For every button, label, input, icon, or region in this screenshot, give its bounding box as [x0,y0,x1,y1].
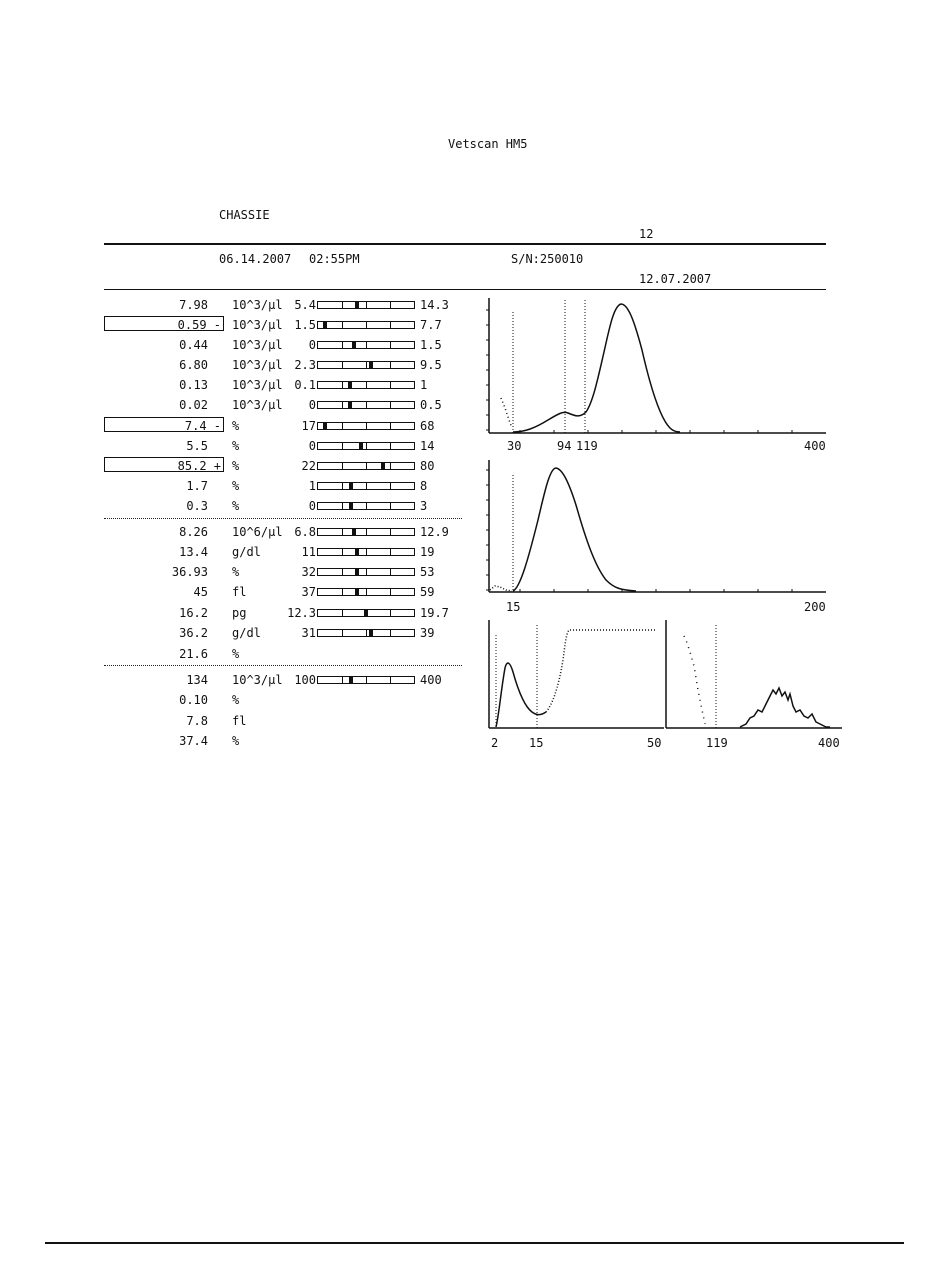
plt-tick-50: 50 [647,736,662,750]
result-unit: % [232,499,240,513]
result-value: 8.26 [179,525,208,539]
reference-low: 6.8 [294,525,316,539]
plt-tick-15: 15 [529,736,544,750]
rbc-curve-dotted [490,586,512,591]
reference-high: 400 [420,673,442,687]
result-unit: % [232,479,240,493]
result-value: 6.80 [179,358,208,372]
result-unit: % [232,565,240,579]
result-unit: % [232,647,240,661]
plt-curve [496,663,546,727]
result-unit: 10^3/µl [232,298,283,312]
result-value: 0.02 [179,398,208,412]
plt-cumulative-dotted [546,630,655,712]
rbc-tick-15: 15 [506,600,521,614]
reference-low: 5.4 [294,298,316,312]
reference-high: 8 [420,479,428,493]
wbc-curve-dotted [501,398,512,428]
reference-high: 0.5 [420,398,442,412]
reference-high: 19 [420,545,435,559]
reference-low: 0 [308,398,316,412]
wbc-tick-30: 30 [507,439,522,453]
rbc-tick-200: 200 [804,600,826,614]
reference-high: 53 [420,565,435,579]
reference-low: 1 [308,479,316,493]
result-value: 0.59 - [177,318,221,332]
reference-low: 0 [308,499,316,513]
reference-low: 37 [301,585,316,599]
wbc-curve [513,304,680,432]
reference-low: 100 [294,673,316,687]
result-value: 37.4 [179,734,208,748]
result-value: 0.44 [179,338,208,352]
reference-high: 3 [420,499,428,513]
reference-low: 2.3 [294,358,316,372]
result-value: 7.98 [179,298,208,312]
test-time: 02:55PM [309,252,360,266]
result-value: 1.7 [186,479,208,493]
reference-high: 68 [420,419,435,433]
reference-high: 14 [420,439,435,453]
result-unit: 10^6/µl [232,525,283,539]
result-value: 5.5 [186,439,208,453]
result-unit: pg [232,606,247,620]
result-unit: 10^3/µl [232,673,283,687]
wbc-tick-94: 94 [557,439,572,453]
result-unit: g/dl [232,626,261,640]
reference-high: 59 [420,585,435,599]
result-unit: fl [232,714,247,728]
plt-histogram [489,620,664,750]
result-value: 0.10 [179,693,208,707]
page-footer-rule [45,1242,904,1244]
secondary-tick-119: 119 [706,736,728,750]
result-unit: 10^3/µl [232,398,283,412]
wbc-histogram [486,298,826,453]
result-unit: 10^3/µl [232,378,283,392]
secondary-histogram [666,620,842,750]
result-unit: % [232,419,240,433]
result-value: 13.4 [179,545,208,559]
result-value: 0.3 [186,499,208,513]
result-unit: % [232,693,240,707]
result-unit: 10^3/µl [232,338,283,352]
reference-low: 0 [308,338,316,352]
reference-low: 31 [301,626,316,640]
result-unit: g/dl [232,545,261,559]
reference-high: 19.7 [420,606,449,620]
reference-low: 0 [308,439,316,453]
secondary-date: 12.07.2007 [639,272,712,286]
result-value: 21.6 [179,647,208,661]
plt-tick-2: 2 [491,736,499,750]
reference-low: 17 [301,419,316,433]
result-value: 45 [193,585,208,599]
device-title: Vetscan HM5 [448,137,528,151]
result-value: 16.2 [179,606,208,620]
result-unit: % [232,734,240,748]
patient-name: CHASSIE [219,208,270,222]
test-date: 06.14.2007 [219,252,292,266]
reference-high: 80 [420,459,435,473]
patient-id: 12 [639,227,654,241]
reference-high: 14.3 [420,298,449,312]
secondary-scatter [684,636,705,724]
reference-low: 32 [301,565,316,579]
reference-low: 12.3 [287,606,316,620]
wbc-tick-400: 400 [804,439,826,453]
reference-high: 9.5 [420,358,442,372]
result-value: 7.4 - [184,419,221,433]
result-value: 0.13 [179,378,208,392]
reference-high: 7.7 [420,318,442,332]
result-value: 85.2 + [177,459,221,473]
rbc-histogram [486,460,826,614]
secondary-tick-400: 400 [818,736,840,750]
reference-high: 39 [420,626,435,640]
reference-high: 12.9 [420,525,449,539]
reference-high: 1 [420,378,428,392]
serial-number: S/N:250010 [511,252,584,266]
reference-low: 0.1 [294,378,316,392]
result-unit: % [232,459,240,473]
result-value: 7.8 [186,714,208,728]
reference-low: 1.5 [294,318,316,332]
result-unit: % [232,439,240,453]
secondary-curve [740,688,830,727]
result-unit: 10^3/µl [232,358,283,372]
reference-low: 22 [301,459,316,473]
reference-low: 11 [301,545,316,559]
wbc-tick-119: 119 [576,439,598,453]
result-value: 134 [186,673,208,687]
result-unit: fl [232,585,247,599]
rbc-curve [513,468,636,591]
result-value: 36.2 [179,626,208,640]
result-value: 36.93 [171,565,208,579]
result-unit: 10^3/µl [232,318,283,332]
reference-high: 1.5 [420,338,442,352]
